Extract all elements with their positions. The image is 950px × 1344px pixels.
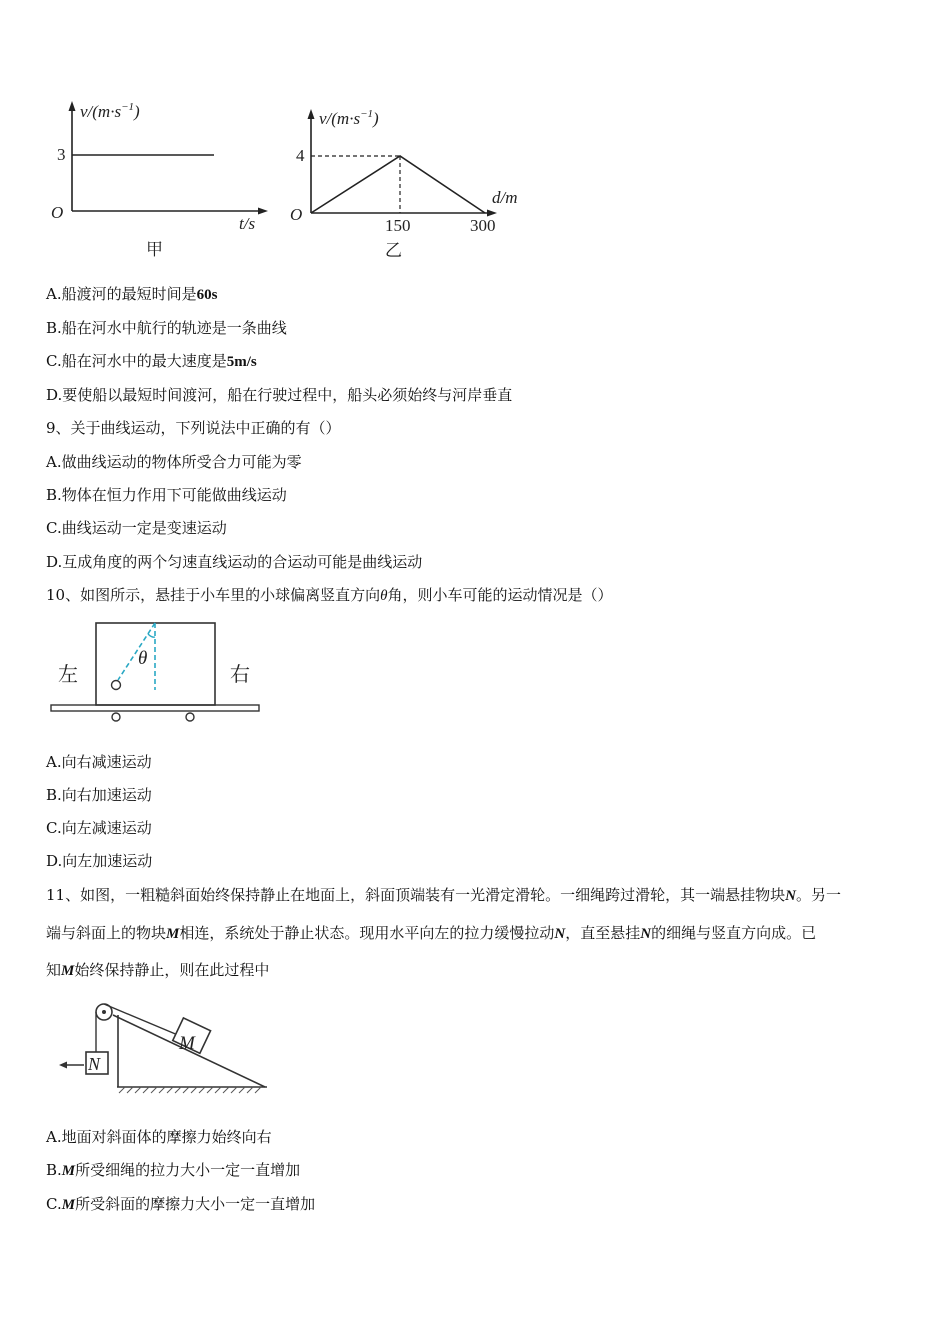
left-x-label: t/s [239,214,256,233]
q9-option-c: C.曲线运动一定是变速运动 [46,519,227,537]
right-x-label: d/m [492,188,518,207]
right-caption: 乙 [385,241,402,260]
q8-option-b: B.船在河水中航行的轨迹是一条曲线 [46,319,287,337]
q11-block-n-label: N [88,1054,101,1074]
q10-cart-figure [45,620,265,730]
q10-stem: 10、如图所示，悬挂于小车里的小球偏离竖直方向θ角，则小车可能的运动情况是（） [46,586,613,604]
graph-right [285,95,545,265]
q10-left-label: 左 [58,664,78,686]
q11-stem-line3: 知M始终保持静止，则在此过程中 [46,961,270,979]
left-origin: O [51,203,64,222]
q9-option-a: A.做曲线运动的物体所受合力可能为零 [46,453,302,471]
q10-right-label: 右 [230,664,250,686]
q9-option-b: B.物体在恒力作用下可能做曲线运动 [46,486,287,504]
left-y-value: 3 [57,145,66,164]
q10-option-a: A.向右减速运动 [46,753,152,771]
q9-stem: 9、关于曲线运动，下列说法中正确的有（） [46,419,341,437]
q11-stem-line2: 端与斜面上的物块M相连，系统处于静止状态。现用水平向左的拉力缓慢拉动N，直至悬挂N的细绳与竖直方向成。已 [46,924,817,942]
right-origin: O [290,205,303,224]
q10-option-b: B.向右加速运动 [46,786,152,804]
left-caption: 甲 [146,240,163,259]
q11-option-a: A.地面对斜面体的摩擦力始终向右 [46,1128,272,1146]
q11-stem-line1: 11、如图，一粗糙斜面始终保持静止在地面上，斜面顶端装有一光滑定滑轮。一细绳跨过滑轮，其一端悬挂物块N。另一 [46,886,841,904]
q11-block-m-label: M [179,1033,195,1054]
q8-option-c: C.船在河水中的最大速度是5m/s [46,352,257,370]
left-y-label: $v/(m\cdot s^{-1})$ [80,101,140,121]
right-y-peak: 4 [296,146,305,165]
q10-option-d: D.向左加速运动 [46,852,153,870]
q11-option-b: B.M所受细绳的拉力大小一定一直增加 [46,1161,301,1179]
q10-option-c: C.向左减速运动 [46,819,152,837]
q8-option-a: A.船渡河的最短时间是60s [46,285,218,303]
graph-left [40,95,280,265]
q9-option-d: D.互成角度的两个匀速直线运动的合运动可能是曲线运动 [46,553,423,571]
q11-incline-figure [55,995,275,1100]
q11-option-c: C.M所受斜面的摩擦力大小一定一直增加 [46,1195,316,1213]
right-y-label: $v/(m\cdot s^{-1})$ [319,108,379,128]
q10-theta-label: θ [138,648,148,669]
q8-option-d: D.要使船以最短时间渡河，船在行驶过程中，船头必须始终与河岸垂直 [46,386,513,404]
right-x-mid: 150 [385,216,411,235]
right-x-end: 300 [470,216,496,235]
